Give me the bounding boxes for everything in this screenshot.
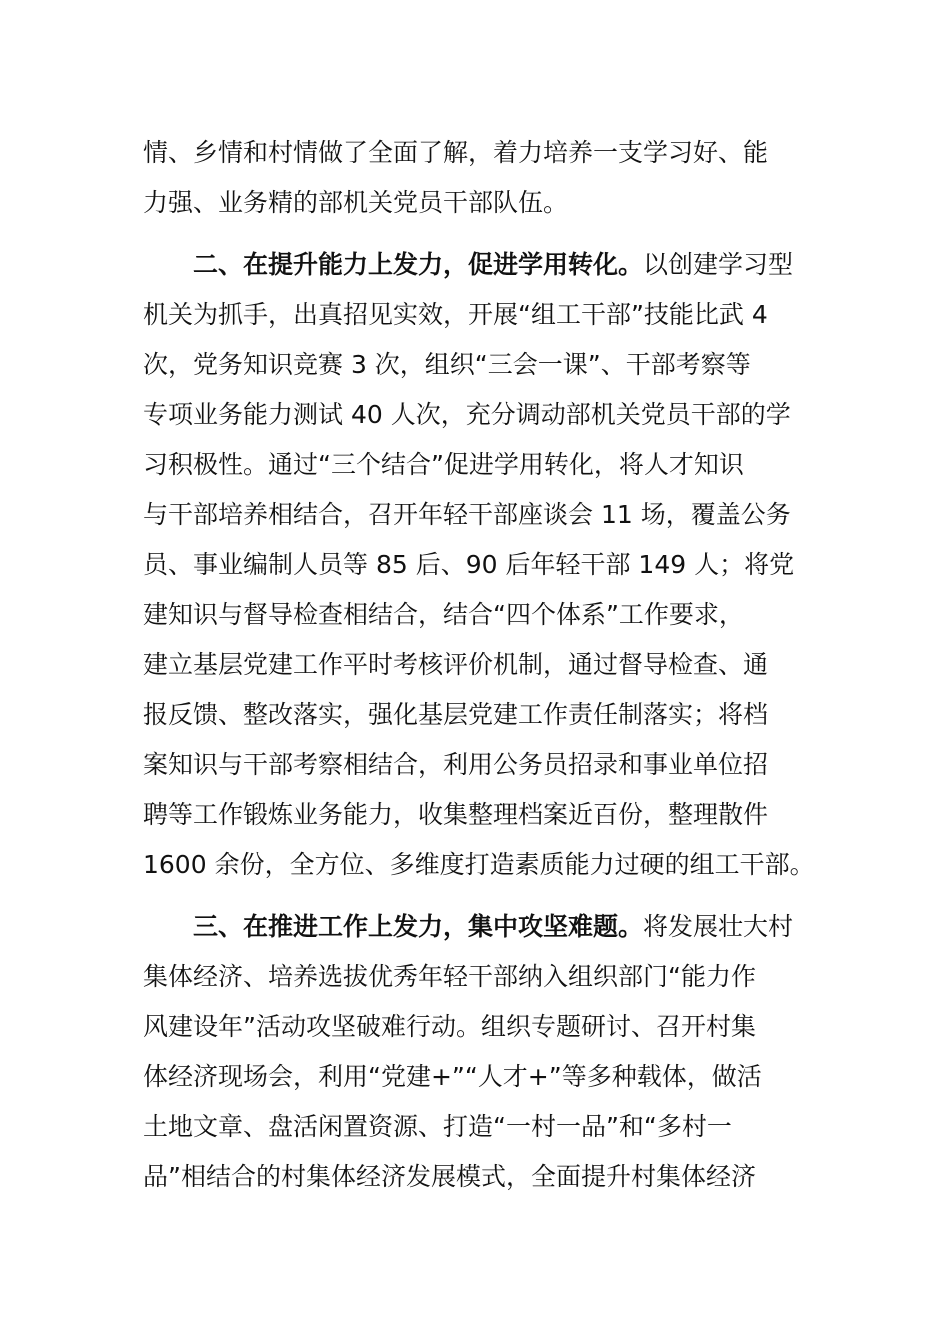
text-line: 建知识与督导检查相结合，结合“四个体系”工作要求，	[143, 600, 744, 629]
text-line: 员、事业编制人员等 85 后、90 后年轻干部 149 人；将党	[143, 550, 795, 579]
text-line: 次，党务知识竞赛 3 次，组织“三会一课”、干部考察等	[143, 350, 751, 379]
text-line: 情、乡情和村情做了全面了解，着力培养一支学习好、能	[143, 138, 769, 167]
text-line: 力强、业务精的部机关党员干部队伍。	[143, 188, 569, 217]
document-body	[143, 128, 815, 1202]
section-2-heading: 二、在提升能力上发力，促进学用转化。	[193, 250, 644, 279]
text-line: 品”相结合的村集体经济发展模式，全面提升村集体经济	[143, 1162, 756, 1191]
text-line: 风建设年”活动攻坚破难行动。组织专题研讨、召开村集	[143, 1012, 756, 1041]
text-line: 土地文章、盘活闲置资源、打造“一村一品”和“多村一	[143, 1112, 732, 1141]
section-2-lead: 以创建学习型	[643, 250, 794, 279]
text-line: 习积极性。通过“三个结合”促进学用转化，将人才知识	[143, 450, 744, 479]
section-3-lead: 将发展壮大村	[643, 912, 794, 941]
text-line: 1600 余份，全方位、多维度打造素质能力过硬的组工干部。	[143, 850, 815, 879]
text-line: 聘等工作锻炼业务能力，收集整理档案近百份，整理散件	[143, 800, 769, 829]
section-2-first-line	[143, 240, 807, 290]
section-3-first-line	[143, 902, 807, 952]
section-3-heading: 三、在推进工作上发力，集中攻坚难题。	[193, 912, 644, 941]
text-line: 体经济现场会，利用“党建+”“人才+”等多种载体，做活	[143, 1062, 762, 1091]
text-line: 报反馈、整改落实，强化基层党建工作责任制落实；将档	[143, 700, 769, 729]
text-line: 与干部培养相结合，召开年轻干部座谈会 11 场，覆盖公务	[143, 500, 791, 529]
text-line: 专项业务能力测试 40 人次，充分调动部机关党员干部的学	[143, 400, 791, 429]
text-line: 集体经济、培养选拔优秀年轻干部纳入组织部门“能力作	[143, 962, 756, 991]
text-line: 案知识与干部考察相结合，利用公务员招录和事业单位招	[143, 750, 769, 779]
text-line: 建立基层党建工作平时考核评价机制，通过督导检查、通	[143, 650, 769, 679]
text-line: 机关为抓手，出真招见实效，开展“组工干部”技能比武 4	[143, 300, 768, 329]
